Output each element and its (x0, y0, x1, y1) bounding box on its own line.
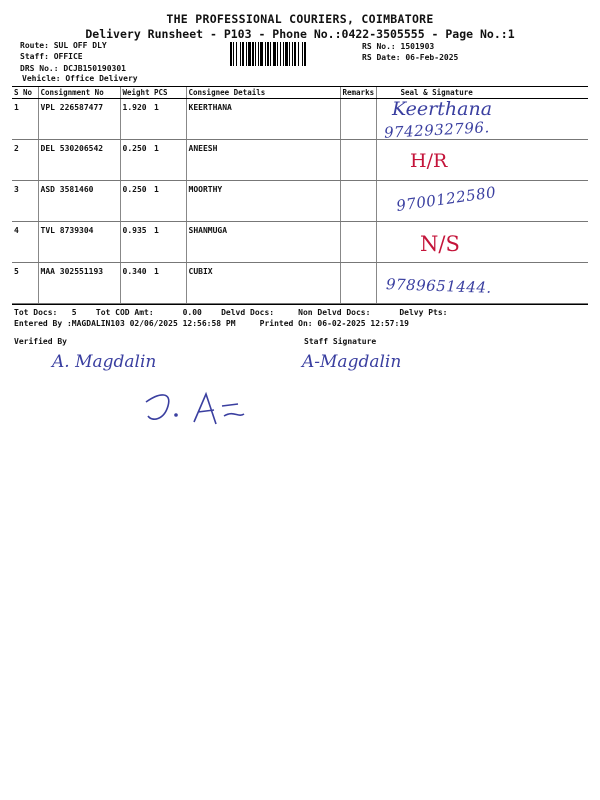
footer-totals: Tot Docs: 5 Tot COD Amt: 0.00 Delvd Docs: Non Delvd Docs: Delvy Pts: (14, 308, 448, 317)
cell-weight: 0.340 (120, 263, 152, 304)
handwritten-phone-row3: 9700122580 (395, 183, 498, 215)
col-consignee: Consignee Details (186, 87, 340, 99)
company-name: THE PROFESSIONAL COURIERS, COIMBATORE (166, 12, 434, 26)
table-row (12, 263, 588, 304)
table-row (12, 140, 588, 181)
cell-weight: 1.920 (120, 99, 152, 140)
cell-pcs: 1 (152, 222, 186, 263)
cell-pcs: 1 (152, 181, 186, 222)
cell-weight: 0.250 (120, 140, 152, 181)
handwritten-note-row4: N/S (420, 232, 460, 256)
cell-weight: 0.935 (120, 222, 152, 263)
col-weight: Weight (120, 87, 152, 99)
runsheet-title: Delivery Runsheet - P103 - Phone No.:0422-3505555 - Page No.:1 (85, 27, 515, 41)
cell-consignee: SHANMUGA (186, 222, 340, 263)
cell-seal (376, 222, 588, 263)
cell-remarks (340, 99, 376, 140)
footer-entered-printed: Entered By :MAGDALIN103 02/06/2025 12:56:58 PM Printed On: 06-02-2025 12:57:19 (14, 319, 409, 328)
verified-by-label: Verified By (14, 337, 67, 346)
drs-number: DRS No.: DCJB150190301 (20, 64, 126, 73)
cell-remarks (340, 181, 376, 222)
table-row (12, 99, 588, 140)
handwritten-phone-row5: 9789651444. (385, 275, 492, 297)
cell-consignment: DEL 530206542 (38, 140, 120, 181)
cell-consignee: KEERTHANA (186, 99, 340, 140)
col-consignment: Consignment No (38, 87, 120, 99)
staff-signature: A-Magdalin (302, 352, 402, 372)
col-sno: S No (12, 87, 38, 99)
cell-remarks (340, 263, 376, 304)
cell-consignment: ASD 3581460 (38, 181, 120, 222)
col-seal-signature: Seal & Signature (376, 87, 588, 99)
route-label: Route: SUL OFF DLY (20, 41, 107, 50)
col-remarks: Remarks (340, 87, 376, 99)
cell-seal (376, 140, 588, 181)
handwritten-note-row2: H/R (410, 150, 448, 172)
rs-number: RS No.: 1501903 (362, 42, 435, 51)
table-row (12, 222, 588, 263)
verified-signature: A. Magdalin (52, 352, 157, 372)
rs-date: RS Date: 06-Feb-2025 (362, 53, 459, 62)
cell-consignment: MAA 302551193 (38, 263, 120, 304)
table-bottom-line (12, 304, 588, 305)
staff-label: Staff: OFFICE (20, 52, 83, 61)
barcode-bar (306, 42, 307, 66)
cell-consignment: TVL 8739304 (38, 222, 120, 263)
cell-pcs: 1 (152, 140, 186, 181)
handwritten-phone-row1: 9742932796. (383, 118, 491, 142)
cell-consignment: VPL 226587477 (38, 99, 120, 140)
runsheet-table (12, 86, 588, 304)
cell-pcs: 1 (152, 99, 186, 140)
cell-pcs: 1 (152, 263, 186, 304)
cell-sno: 4 (12, 222, 38, 263)
staff-signature-label: Staff Signature (304, 337, 377, 346)
cell-remarks (340, 140, 376, 181)
cell-consignee: ANEESH (186, 140, 340, 181)
vehicle-label: Vehicle: Office Delivery (22, 74, 138, 83)
cell-sno: 1 (12, 99, 38, 140)
cell-weight: 0.250 (120, 181, 152, 222)
cell-remarks (340, 222, 376, 263)
initials-scribble (142, 388, 252, 436)
cell-consignee: MOORTHY (186, 181, 340, 222)
cell-consignee: CUBIX (186, 263, 340, 304)
handwritten-name-row1: Keerthana (392, 98, 493, 120)
table-header-row (12, 87, 588, 99)
col-pcs: PCS (152, 87, 186, 99)
cell-sno: 5 (12, 263, 38, 304)
table-row (12, 181, 588, 222)
cell-sno: 3 (12, 181, 38, 222)
barcode (230, 42, 348, 66)
cell-sno: 2 (12, 140, 38, 181)
